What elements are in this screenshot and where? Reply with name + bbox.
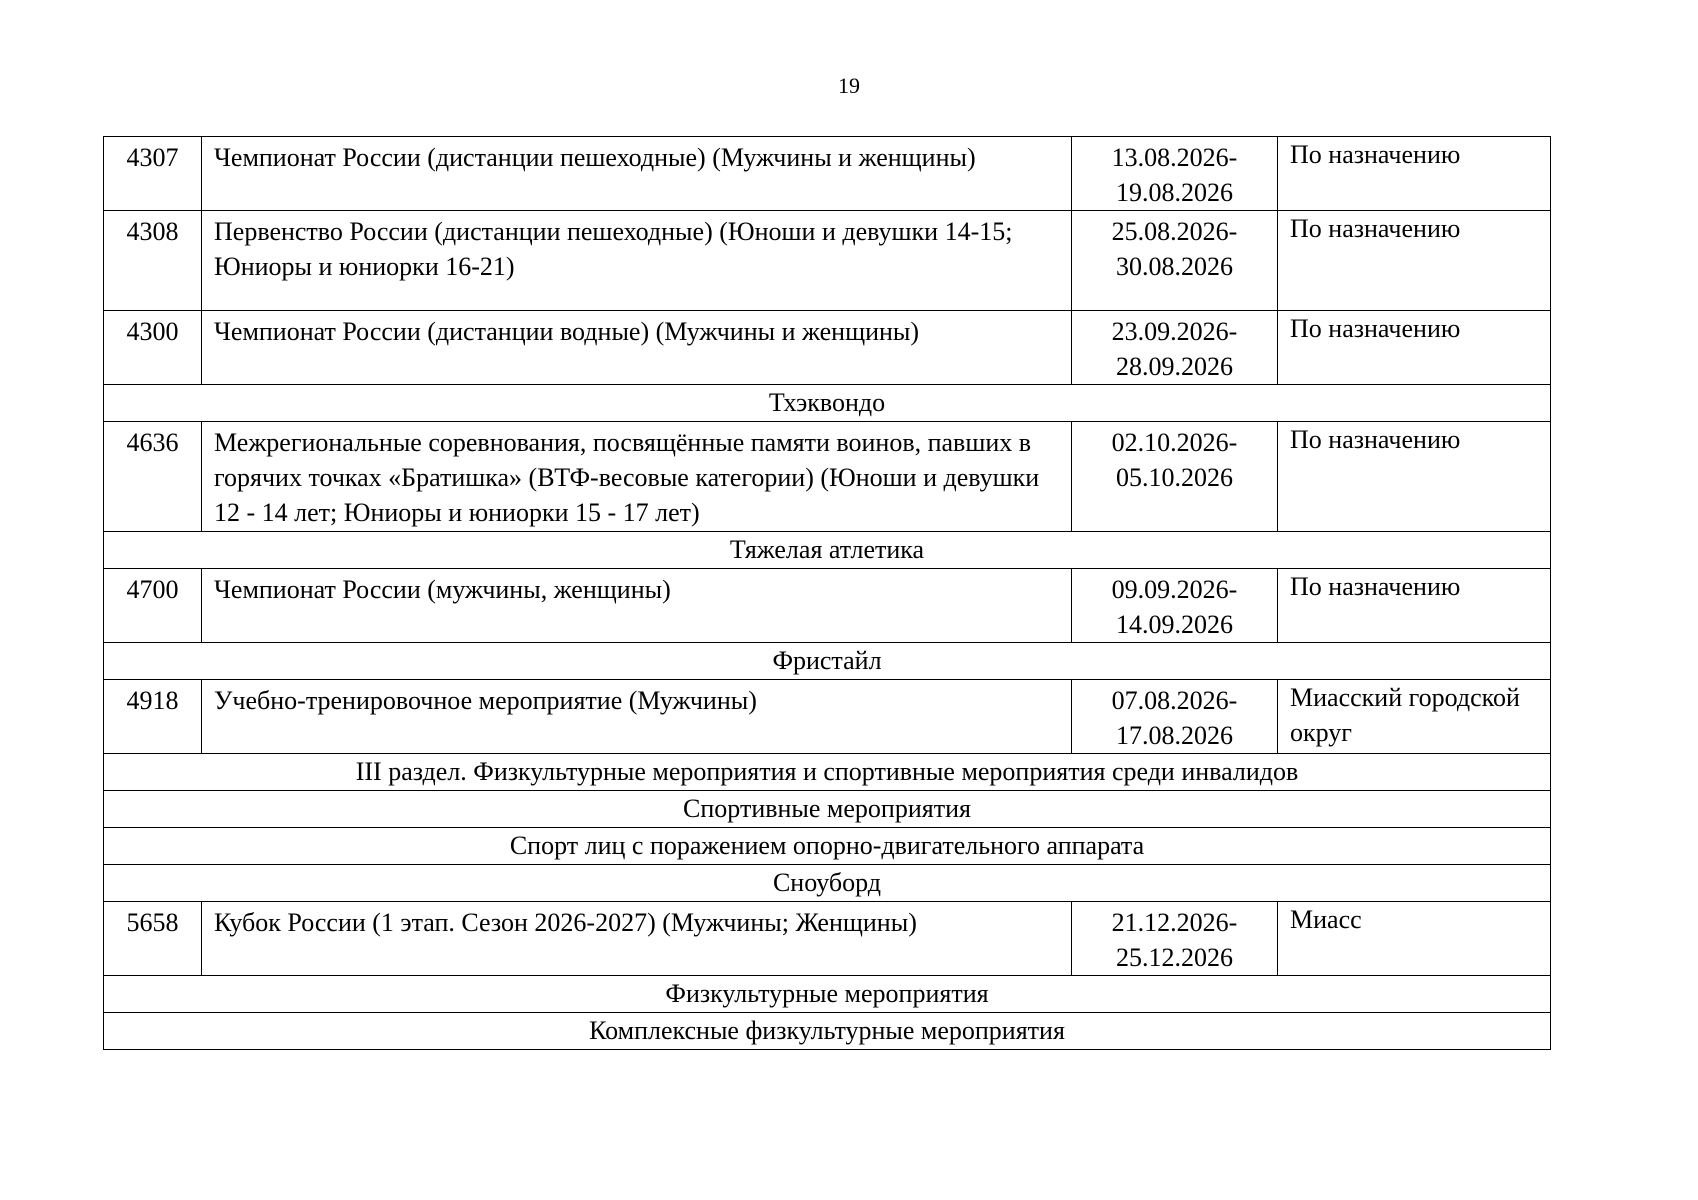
event-place: Миасский городской округ [1278, 680, 1551, 754]
event-dates [1072, 569, 1278, 643]
section-header-row [104, 643, 1551, 680]
section-header: Фристайл [104, 643, 1551, 680]
table-row [104, 680, 1551, 754]
date-start: 09.09.2026- [1111, 575, 1238, 604]
section-header: III раздел. Физкультурные мероприятия и спортивные мероприятия среди инвалидов [104, 754, 1551, 791]
section-header-row [104, 385, 1551, 422]
date-start: 25.08.2026- [1111, 217, 1238, 246]
event-number: 4636 [104, 422, 202, 532]
event-dates [1072, 902, 1278, 976]
section-header-row [104, 976, 1551, 1013]
table-row [104, 569, 1551, 643]
events-table [103, 136, 1551, 1050]
section-header: Комплексные физкультурные мероприятия [104, 1013, 1551, 1050]
event-name: Учебно-тренировочное мероприятие (Мужчины) [202, 680, 1072, 754]
event-number: 4918 [104, 680, 202, 754]
event-name: Чемпионат России (дистанции водные) (Мужчины и женщины) [202, 311, 1072, 385]
date-start: 02.10.2026- [1111, 428, 1238, 457]
event-dates [1072, 211, 1278, 311]
section-header: Тяжелая атлетика [104, 532, 1551, 569]
page-number: 19 [838, 73, 860, 98]
event-place: По назначению [1278, 422, 1551, 532]
table-row [104, 422, 1551, 532]
date-end: 25.12.2026 [1116, 943, 1233, 972]
event-number: 4700 [104, 569, 202, 643]
event-place: По назначению [1278, 569, 1551, 643]
event-dates [1072, 680, 1278, 754]
date-end: 17.08.2026 [1116, 721, 1233, 750]
table-row [104, 211, 1551, 311]
event-number: 4307 [104, 137, 202, 211]
table-row [104, 902, 1551, 976]
date-start: 23.09.2026- [1111, 317, 1238, 346]
event-dates [1072, 311, 1278, 385]
date-end: 28.09.2026 [1116, 352, 1233, 381]
section-header: Физкультурные мероприятия [104, 976, 1551, 1013]
section-header-row [104, 1013, 1551, 1050]
date-start: 07.08.2026- [1111, 686, 1238, 715]
event-number: 5658 [104, 902, 202, 976]
section-header: Тхэквондо [104, 385, 1551, 422]
table-row [104, 137, 1551, 211]
event-number: 4300 [104, 311, 202, 385]
date-start: 21.12.2026- [1111, 908, 1238, 937]
event-place: По назначению [1278, 311, 1551, 385]
event-place: По назначению [1278, 137, 1551, 211]
event-dates [1072, 422, 1278, 532]
table-row [104, 311, 1551, 385]
date-end: 14.09.2026 [1116, 610, 1233, 639]
event-name: Межрегиональные соревнования, посвящённые памяти воинов, павших в горячих точках «Братишка» (ВТФ-весовые категории) (Юноши и девушки 12 - 14 лет; Юниоры и юниорки 15 - 17 лет) [202, 422, 1072, 532]
event-place: Миасс [1278, 902, 1551, 976]
section-header-row [104, 865, 1551, 902]
event-number: 4308 [104, 211, 202, 311]
section-header: Спортивные мероприятия [104, 791, 1551, 828]
date-end: 05.10.2026 [1116, 463, 1233, 492]
section-header: Сноуборд [104, 865, 1551, 902]
date-start: 13.08.2026- [1111, 143, 1238, 172]
date-end: 30.08.2026 [1116, 252, 1233, 281]
event-name: Кубок России (1 этап. Сезон 2026-2027) (Мужчины; Женщины) [202, 902, 1072, 976]
section-header-row [104, 754, 1551, 791]
event-dates [1072, 137, 1278, 211]
section-header-row [104, 791, 1551, 828]
date-end: 19.08.2026 [1116, 178, 1233, 207]
event-name: Чемпионат России (дистанции пешеходные) (Мужчины и женщины) [202, 137, 1072, 211]
event-name: Чемпионат России (мужчины, женщины) [202, 569, 1072, 643]
section-header: Спорт лиц с поражением опорно-двигательного аппарата [104, 828, 1551, 865]
event-place: По назначению [1278, 211, 1551, 311]
event-name: Первенство России (дистанции пешеходные) (Юноши и девушки 14-15; Юниоры и юниорки 16-21) [202, 211, 1072, 311]
section-header-row [104, 532, 1551, 569]
section-header-row [104, 828, 1551, 865]
